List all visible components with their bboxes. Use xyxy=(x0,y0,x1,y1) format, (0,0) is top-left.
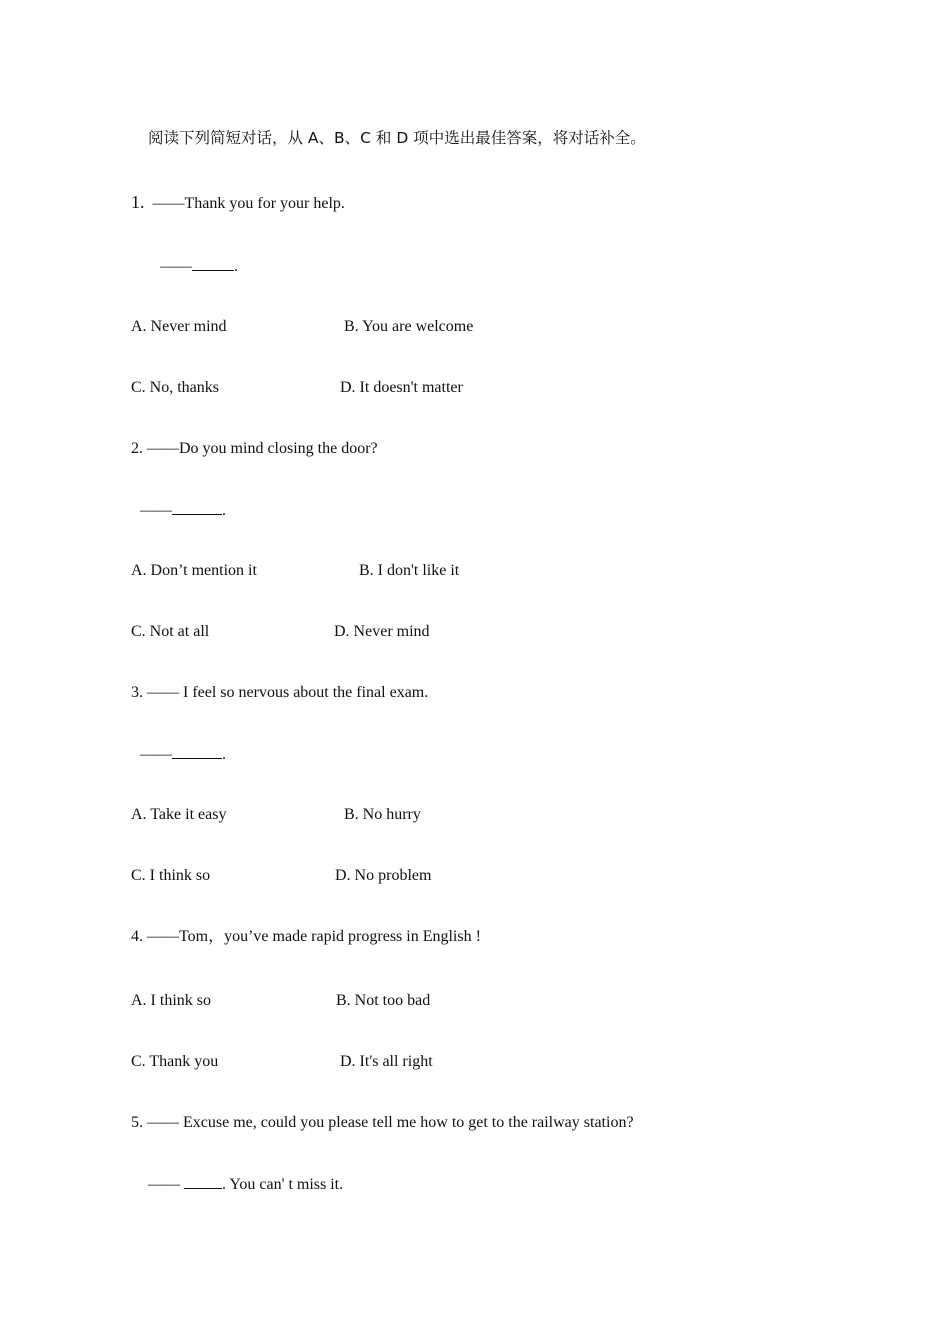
reply-dash: —— xyxy=(140,746,172,763)
question-2-number: 2. xyxy=(131,440,143,457)
question-5-prompt xyxy=(131,1113,634,1133)
reply-dash: —— xyxy=(148,1176,184,1193)
question-1-text: ——Thank you for your help. xyxy=(152,195,345,212)
answer-blank[interactable] xyxy=(192,256,234,271)
answer-blank[interactable] xyxy=(172,500,222,515)
question-4-option-c[interactable]: C. Thank you xyxy=(131,1053,219,1070)
question-2-prompt xyxy=(131,439,378,459)
question-1-option-c[interactable]: C. No, thanks xyxy=(131,379,219,396)
reply-dash: —— xyxy=(140,502,172,519)
question-1-prompt xyxy=(131,192,345,214)
question-5-reply xyxy=(148,1174,343,1195)
question-3-option-b[interactable]: B. No hurry xyxy=(344,806,421,823)
question-4-option-b[interactable]: B. Not too bad xyxy=(336,992,431,1009)
answer-blank[interactable] xyxy=(184,1174,222,1189)
instruction-text: 阅读下列简短对话，从 A、B、C 和 D 项中选出最佳答案，将对话补全。 xyxy=(148,129,646,147)
question-1-option-a[interactable]: A. Never mind xyxy=(131,318,227,335)
reply-suffix: . You can' t miss it. xyxy=(222,1176,344,1193)
question-4-number: 4. xyxy=(131,928,143,945)
question-5-number: 5. xyxy=(131,1114,143,1131)
question-4-prompt xyxy=(131,927,481,947)
question-2-option-d[interactable]: D. Never mind xyxy=(334,623,430,640)
question-3-option-a[interactable]: A. Take it easy xyxy=(131,806,227,823)
question-3-text: —— I feel so nervous about the final exam. xyxy=(147,684,429,701)
reply-suffix: . xyxy=(234,258,238,275)
reply-dash: —— xyxy=(160,258,192,275)
question-2-option-a[interactable]: A. Don’t mention it xyxy=(131,562,257,579)
question-1-option-b[interactable]: B. You are welcome xyxy=(344,318,474,335)
question-1-number: 1. xyxy=(131,192,145,212)
question-4-text: ——Tom，you’ve made rapid progress in English ! xyxy=(147,928,481,945)
answer-blank[interactable] xyxy=(172,744,222,759)
reply-suffix: . xyxy=(222,746,226,763)
question-2-option-c[interactable]: C. Not at all xyxy=(131,623,210,640)
question-2-option-b[interactable]: B. I don't like it xyxy=(359,562,460,579)
question-4-option-a[interactable]: A. I think so xyxy=(131,992,211,1009)
question-3-number: 3. xyxy=(131,684,143,701)
question-3-prompt xyxy=(131,683,428,703)
question-5-text: —— Excuse me, could you please tell me how to get to the railway station? xyxy=(147,1114,634,1131)
question-2-reply xyxy=(140,500,226,521)
question-2-text: ——Do you mind closing the door? xyxy=(147,440,378,457)
question-1-option-d[interactable]: D. It doesn't matter xyxy=(340,379,463,396)
question-3-option-d[interactable]: D. No problem xyxy=(335,867,432,884)
question-3-reply xyxy=(140,744,226,765)
reply-suffix: . xyxy=(222,502,226,519)
question-4-option-d[interactable]: D. It's all right xyxy=(340,1053,433,1070)
question-3-option-c[interactable]: C. I think so xyxy=(131,867,211,884)
question-1-reply xyxy=(160,256,238,277)
